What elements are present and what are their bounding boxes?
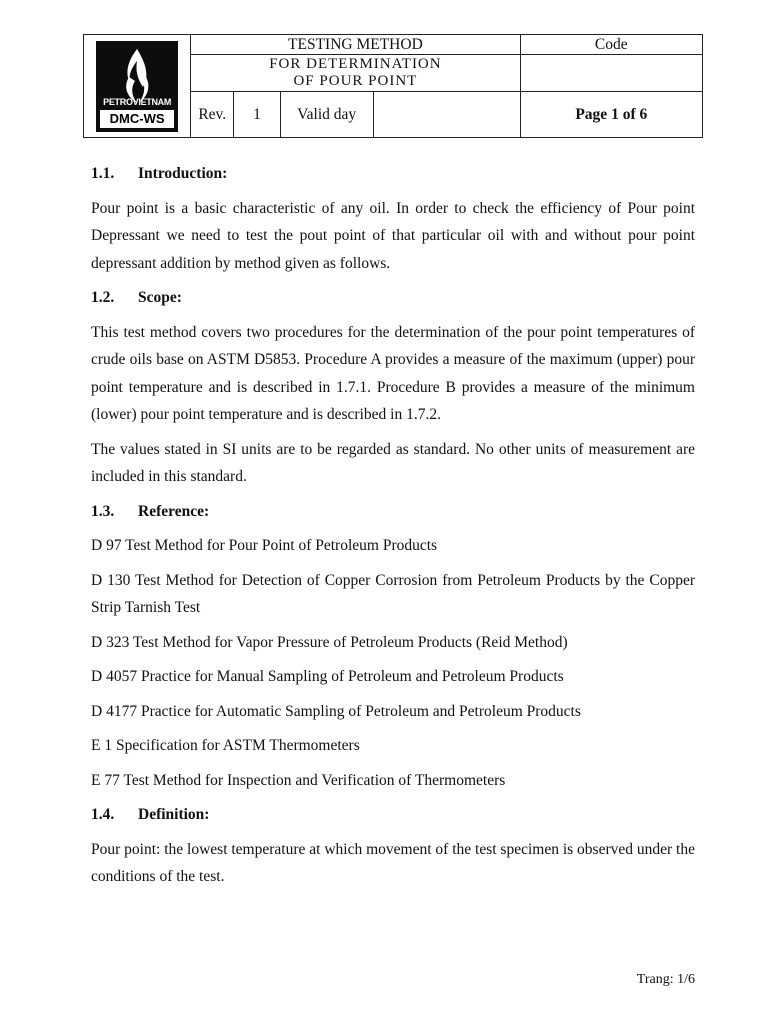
valid-day-label: Valid day bbox=[280, 92, 373, 138]
section-title: Reference: bbox=[138, 502, 210, 520]
logo-brand-text: PETROVIETNAM bbox=[103, 96, 172, 107]
subtitle-line-2: OF POUR POINT bbox=[293, 73, 418, 89]
reference-item: E 1 Specification for ASTM Thermometers bbox=[91, 737, 360, 754]
rev-value: 1 bbox=[234, 92, 280, 138]
section-title: Scope: bbox=[138, 289, 182, 306]
document-header bbox=[83, 34, 703, 138]
page-indicator bbox=[520, 92, 702, 138]
document-title: TESTING METHOD bbox=[191, 35, 520, 55]
reference-item: E 77 Test Method for Inspection and Verification of Thermometers bbox=[91, 771, 506, 789]
code-label: Code bbox=[520, 35, 702, 55]
section-definition bbox=[91, 801, 695, 891]
section-scope bbox=[91, 284, 695, 491]
paragraph: Pour point: the lowest temperature at which movement of the test specimen is observed under the conditions of the test. bbox=[91, 840, 695, 885]
page-current: 1 bbox=[611, 105, 619, 123]
company-logo bbox=[96, 41, 178, 132]
section-heading bbox=[91, 160, 695, 188]
logo-unit-text: DMC-WS bbox=[100, 110, 174, 128]
section-title: Introduction: bbox=[138, 165, 228, 182]
reference-item: D 97 Test Method for Pour Point of Petroleum Products bbox=[91, 537, 438, 554]
paragraph: Pour point is a basic characteristic of any oil. In order to check the efficiency of Pour point Depressant we need to test the pout point of that particular oil with and without pour point depressant addition by method given as follows. bbox=[91, 199, 695, 272]
document-subtitle bbox=[191, 55, 520, 92]
code-value bbox=[520, 55, 702, 92]
reference-item: D 130 Test Method for Detection of Copper Corrosion from Petroleum Products by the Copper Strip Tarnish Test bbox=[91, 571, 695, 616]
page-label: Page bbox=[575, 105, 608, 123]
section-heading bbox=[91, 498, 695, 526]
section-number: 1.3. bbox=[91, 502, 115, 520]
page-of: of bbox=[622, 105, 636, 123]
section-introduction bbox=[91, 160, 695, 277]
page-footer: Trang: 1/6 bbox=[636, 972, 695, 987]
flame-icon bbox=[115, 47, 159, 105]
section-title: Definition: bbox=[138, 806, 210, 823]
paragraph: This test method covers two procedures for the determination of the pour point temperatures of crude oils base on ASTM D5853. Procedure A provides a measure of the maximum (upper) pour point temperature and is described in 1.7.1. Procedure B provides a measure of the minimum (lower) pour point temperature and is described in 1.7.2. bbox=[91, 323, 695, 423]
reference-item: D 323 Test Method for Vapor Pressure of Petroleum Products (Reid Method) bbox=[91, 633, 568, 651]
section-number: 1.2. bbox=[91, 289, 115, 306]
document-body bbox=[91, 160, 695, 898]
section-heading bbox=[91, 284, 695, 312]
section-heading bbox=[91, 801, 695, 829]
section-number: 1.1. bbox=[91, 165, 115, 182]
rev-label: Rev. bbox=[191, 92, 234, 138]
reference-item: D 4057 Practice for Manual Sampling of Petroleum and Petroleum Products bbox=[91, 668, 564, 685]
reference-item: D 4177 Practice for Automatic Sampling of Petroleum and Petroleum Products bbox=[91, 702, 581, 720]
valid-day-value bbox=[373, 92, 520, 138]
subtitle-line-1: FOR DETERMINATION bbox=[269, 56, 442, 72]
company-logo-cell bbox=[84, 35, 191, 138]
section-reference bbox=[91, 498, 695, 795]
section-number: 1.4. bbox=[91, 806, 115, 823]
paragraph: The values stated in SI units are to be regarded as standard. No other units of measurement are included in this standard. bbox=[91, 440, 695, 485]
page-total: 6 bbox=[639, 105, 648, 123]
